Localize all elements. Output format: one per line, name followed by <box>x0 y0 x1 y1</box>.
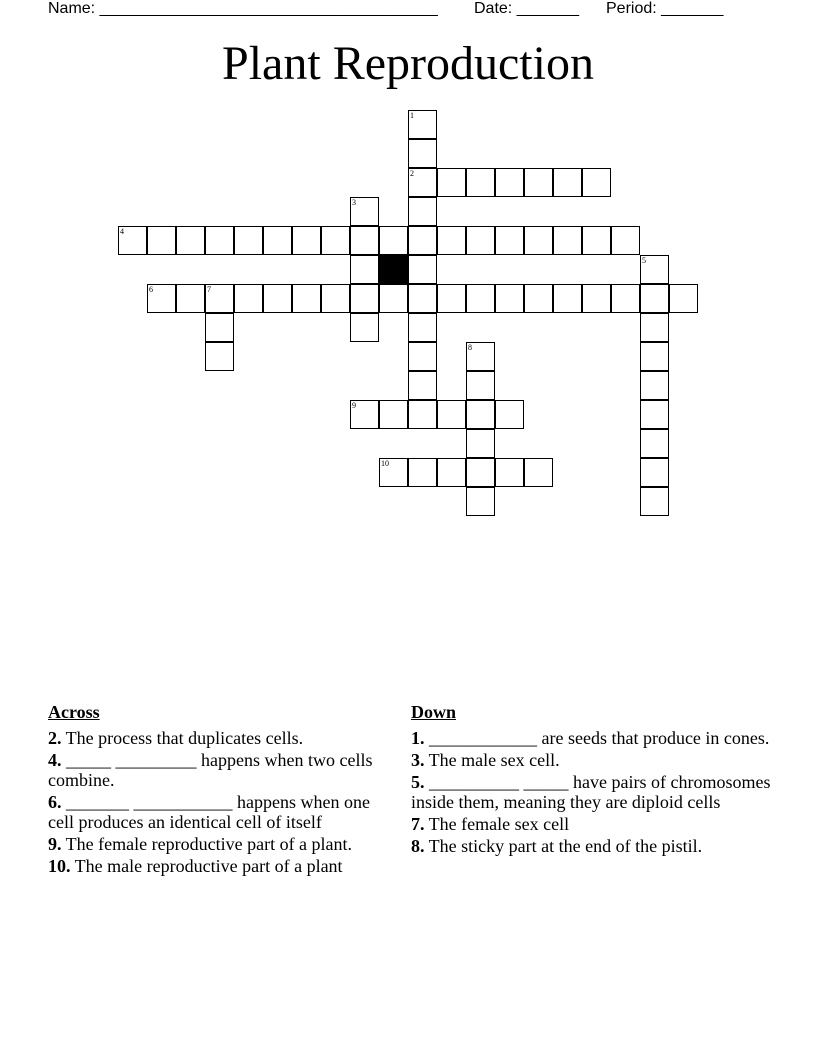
clue-number: 10. <box>48 856 71 876</box>
clue-number: 10 <box>381 459 389 468</box>
clue-number: 5 <box>642 256 646 265</box>
crossword-cell[interactable] <box>640 284 669 313</box>
crossword-cell[interactable] <box>466 487 495 516</box>
crossword-cell[interactable] <box>495 458 524 487</box>
crossword-cell[interactable] <box>408 313 437 342</box>
crossword-cell[interactable] <box>234 284 263 313</box>
crossword-cell[interactable] <box>205 342 234 371</box>
down-clues <box>411 702 771 858</box>
down-clue <box>411 836 771 856</box>
clue-number: 4. <box>48 750 62 770</box>
black-square <box>379 255 408 284</box>
crossword-cell[interactable] <box>437 168 466 197</box>
crossword-cell[interactable] <box>379 458 408 487</box>
crossword-cell[interactable] <box>466 458 495 487</box>
crossword-cell[interactable] <box>408 371 437 400</box>
crossword-cell[interactable] <box>640 313 669 342</box>
crossword-cell[interactable] <box>437 458 466 487</box>
crossword-cell[interactable] <box>437 284 466 313</box>
crossword-cell[interactable] <box>408 139 437 168</box>
clue-number: 6. <box>48 792 62 812</box>
crossword-cell[interactable] <box>118 226 147 255</box>
crossword-cell[interactable] <box>408 255 437 284</box>
clue-number: 8. <box>411 836 425 856</box>
crossword-cell[interactable] <box>524 284 553 313</box>
crossword-cell[interactable] <box>640 255 669 284</box>
clue-number: 9 <box>352 401 356 410</box>
crossword-cell[interactable] <box>669 284 698 313</box>
crossword-cell[interactable] <box>205 226 234 255</box>
crossword-cell[interactable] <box>176 226 205 255</box>
clue-number: 9. <box>48 834 62 854</box>
clue-text: _______ ___________ happens when one cell produces an identical cell of itself <box>48 792 370 832</box>
crossword-cell[interactable] <box>379 226 408 255</box>
crossword-cell[interactable] <box>495 168 524 197</box>
across-clues <box>48 702 393 878</box>
crossword-cell[interactable] <box>582 168 611 197</box>
across-heading: Across <box>48 702 100 722</box>
crossword-cell[interactable] <box>553 168 582 197</box>
crossword-cell[interactable] <box>321 284 350 313</box>
crossword-cell[interactable] <box>495 284 524 313</box>
crossword-cell[interactable] <box>466 429 495 458</box>
crossword-cell[interactable] <box>582 226 611 255</box>
clue-text: The female reproductive part of a plant. <box>61 834 353 854</box>
crossword-cell[interactable] <box>408 168 437 197</box>
clue-text: ____________ are seeds that produce in cones. <box>424 728 770 748</box>
period-field[interactable]: Period: _______ <box>606 0 724 17</box>
down-clue <box>411 814 771 834</box>
across-clue <box>48 834 393 854</box>
crossword-cell[interactable] <box>437 226 466 255</box>
date-field[interactable]: Date: _______ <box>474 0 579 17</box>
crossword-cell[interactable] <box>350 197 379 226</box>
crossword-cell[interactable] <box>553 284 582 313</box>
crossword-cell[interactable] <box>553 226 582 255</box>
crossword-cell[interactable] <box>408 342 437 371</box>
crossword-cell[interactable] <box>611 284 640 313</box>
crossword-cell[interactable] <box>263 226 292 255</box>
crossword-cell[interactable] <box>640 342 669 371</box>
crossword-cell[interactable] <box>640 429 669 458</box>
clue-number: 2. <box>48 728 62 748</box>
crossword-cell[interactable] <box>611 226 640 255</box>
crossword-cell[interactable] <box>524 226 553 255</box>
name-field[interactable]: Name: ______________________________________ <box>48 0 438 17</box>
down-heading: Down <box>411 702 457 722</box>
across-clue <box>48 856 393 876</box>
crossword-cell[interactable] <box>524 168 553 197</box>
crossword-cell[interactable] <box>292 226 321 255</box>
clue-number: 4 <box>120 227 124 236</box>
clue-number: 3 <box>352 198 356 207</box>
clue-number: 1. <box>411 728 425 748</box>
down-clue <box>411 728 771 748</box>
crossword-cell[interactable] <box>466 168 495 197</box>
crossword-cell[interactable] <box>379 400 408 429</box>
clue-text: _____ _________ happens when two cells combine. <box>48 750 373 790</box>
clue-number: 7. <box>411 814 425 834</box>
crossword-cell[interactable] <box>350 255 379 284</box>
clue-number: 5. <box>411 772 425 792</box>
across-clue <box>48 792 393 832</box>
clue-text: The process that duplicates cells. <box>61 728 304 748</box>
crossword-cell[interactable] <box>147 226 176 255</box>
crossword-cell[interactable] <box>350 284 379 313</box>
crossword-cell[interactable] <box>147 284 176 313</box>
crossword-cell[interactable] <box>466 226 495 255</box>
crossword-cell[interactable] <box>640 371 669 400</box>
crossword-cell[interactable] <box>350 226 379 255</box>
clue-text: __________ _____ have pairs of chromosomes inside them, meaning they are diploid cells <box>411 772 771 812</box>
crossword-cell[interactable] <box>408 284 437 313</box>
across-clue <box>48 750 393 790</box>
clue-number: 7 <box>207 285 211 294</box>
crossword-cell[interactable] <box>466 371 495 400</box>
down-clue <box>411 772 771 812</box>
crossword-cell[interactable] <box>321 226 350 255</box>
clue-text: The male reproductive part of a plant <box>70 856 343 876</box>
across-clue <box>48 728 393 748</box>
crossword-cell[interactable] <box>640 458 669 487</box>
crossword-cell[interactable] <box>408 458 437 487</box>
crossword-cell[interactable] <box>495 226 524 255</box>
clue-text: The male sex cell. <box>424 750 560 770</box>
crossword-cell[interactable] <box>234 226 263 255</box>
clue-number: 6 <box>149 285 153 294</box>
clue-number: 2 <box>410 169 414 178</box>
crossword-cell[interactable] <box>640 400 669 429</box>
crossword-cell[interactable] <box>466 342 495 371</box>
clue-number: 8 <box>468 343 472 352</box>
crossword-cell[interactable] <box>437 400 466 429</box>
crossword-cell[interactable] <box>408 110 437 139</box>
page-title: Plant Reproduction <box>222 37 594 90</box>
crossword-cell[interactable] <box>379 284 408 313</box>
crossword-cell[interactable] <box>524 458 553 487</box>
down-clue <box>411 750 771 770</box>
crossword-cell[interactable] <box>205 313 234 342</box>
crossword-cell[interactable] <box>466 400 495 429</box>
crossword-cell[interactable] <box>495 400 524 429</box>
crossword-cell[interactable] <box>292 284 321 313</box>
crossword-cell[interactable] <box>466 284 495 313</box>
crossword-cell[interactable] <box>408 197 437 226</box>
crossword-cell[interactable] <box>263 284 292 313</box>
crossword-cell[interactable] <box>640 487 669 516</box>
clue-text: The sticky part at the end of the pistil. <box>424 836 703 856</box>
crossword-cell[interactable] <box>408 226 437 255</box>
clue-number: 3. <box>411 750 425 770</box>
crossword-cell[interactable] <box>582 284 611 313</box>
crossword-cell[interactable] <box>350 400 379 429</box>
crossword-cell[interactable] <box>205 284 234 313</box>
clue-text: The female sex cell <box>424 814 570 834</box>
crossword-cell[interactable] <box>408 400 437 429</box>
crossword-cell[interactable] <box>350 313 379 342</box>
clue-number: 1 <box>410 111 414 120</box>
crossword-cell[interactable] <box>176 284 205 313</box>
